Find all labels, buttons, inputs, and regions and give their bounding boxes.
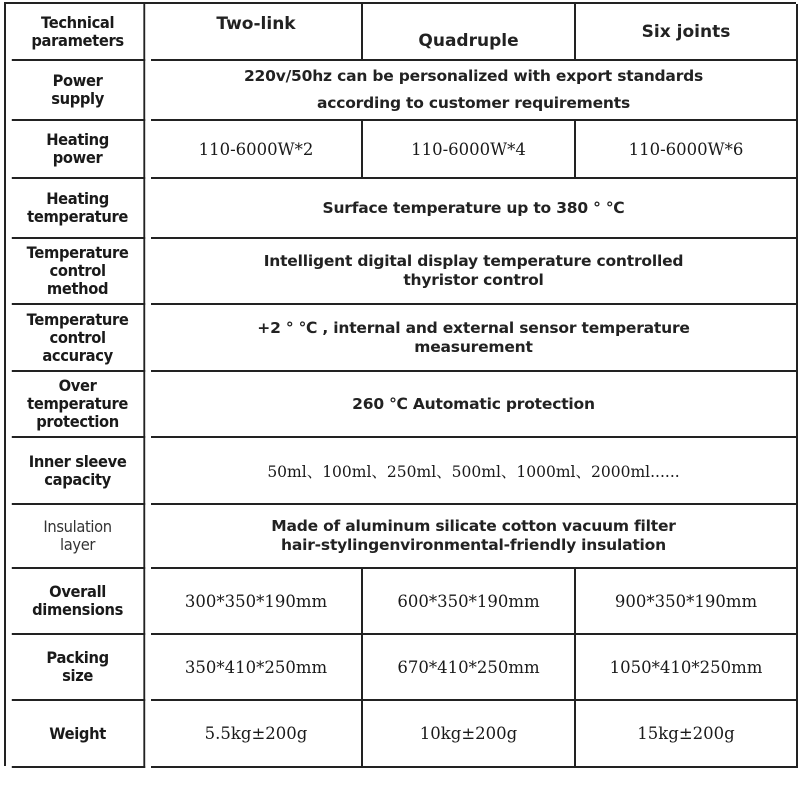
header-two-link-text: Two-link xyxy=(216,14,296,34)
packing-size-six-joints xyxy=(576,635,798,701)
weight-six-joints xyxy=(576,701,798,768)
header-two-link xyxy=(151,4,363,61)
cell-value: 110-6000W*6 xyxy=(628,139,744,159)
cell-value: 110-6000W*2 xyxy=(198,139,314,159)
label-line: temperature xyxy=(27,394,128,413)
row-label-inner-sleeve-capacity xyxy=(12,438,145,505)
label-line: control xyxy=(49,261,106,280)
header-quadruple-text: Quadruple xyxy=(418,31,519,51)
header-six-joints-text: Six joints xyxy=(641,21,731,42)
label-line: Temperature xyxy=(26,243,129,262)
value-line: 260 ℃ Automatic protection xyxy=(352,394,595,413)
power-supply-value xyxy=(151,61,798,121)
header-technical-parameters xyxy=(12,4,145,61)
cell-value: 10kg±200g xyxy=(419,724,518,743)
row-label-power-supply xyxy=(12,61,145,121)
label-line: Inner sleeve xyxy=(28,451,127,471)
label-line: method xyxy=(46,279,109,298)
cell-value: 300*350*190mm xyxy=(184,591,328,611)
packing-size-two-link xyxy=(151,635,363,701)
value-line: measurement xyxy=(414,337,533,356)
header-label-line: parameters xyxy=(31,30,124,50)
label-line: supply xyxy=(51,89,104,108)
weight-quadruple xyxy=(363,701,576,768)
heating-power-six-joints xyxy=(576,121,798,179)
value-line: 220v/50hz can be personalized with export standards xyxy=(243,67,704,85)
packing-size-quadruple xyxy=(363,635,576,701)
heating-power-two-link xyxy=(151,121,363,179)
specifications-table xyxy=(4,2,796,766)
row-label-heating-power xyxy=(12,121,145,179)
heating-temperature-value xyxy=(151,179,798,239)
cell-value: 900*350*190mm xyxy=(614,591,758,611)
value-line: Made of aluminum silicate cotton vacuum filter xyxy=(271,517,676,535)
header-six-joints xyxy=(576,4,798,61)
cell-value: 110-6000W*4 xyxy=(411,139,526,159)
value-line: 50ml、100ml、250ml、500ml、1000ml、2000ml...... xyxy=(267,462,680,481)
row-label-temperature-control-accuracy xyxy=(12,305,145,372)
label-line: control xyxy=(49,327,106,347)
inner-sleeve-capacity-value xyxy=(151,438,798,505)
value-line: Intelligent digital display temperature controlled xyxy=(263,252,684,270)
label-line: dimensions xyxy=(32,600,124,619)
header-label-line: Technical xyxy=(40,12,115,32)
value-line: hair-stylingenvironmental-friendly insulation xyxy=(281,536,666,554)
header-quadruple xyxy=(363,4,576,61)
insulation-layer-value xyxy=(151,505,798,569)
row-label-temperature-control-method xyxy=(12,239,145,305)
value-line: according to customer requirements xyxy=(316,94,631,112)
value-line: thyristor control xyxy=(403,271,544,289)
label-line: Insulation xyxy=(43,517,112,536)
label-line: Overall xyxy=(49,582,106,601)
cell-value: 15kg±200g xyxy=(637,724,735,743)
row-label-overall-dimensions xyxy=(12,569,145,635)
cell-value: 350*410*250mm xyxy=(184,657,328,677)
label-line: Packing xyxy=(46,648,109,667)
label-line: protection xyxy=(36,412,119,431)
label-line: Over xyxy=(58,376,97,395)
temperature-control-method-value xyxy=(151,239,798,305)
cell-value: 1050*410*250mm xyxy=(609,657,763,677)
weight-two-link xyxy=(151,701,363,768)
label-line: Heating xyxy=(46,189,109,208)
value-line: Surface temperature up to 380 ° ℃ xyxy=(322,198,625,217)
row-label-over-temperature-protection xyxy=(12,372,145,438)
label-line: Weight xyxy=(49,723,106,743)
row-label-insulation-layer xyxy=(12,505,145,569)
label-line: accuracy xyxy=(42,345,113,365)
overall-dimensions-six-joints xyxy=(576,569,798,635)
label-line: layer xyxy=(60,535,96,554)
label-line: Temperature xyxy=(26,309,129,329)
label-line: Power xyxy=(52,71,103,90)
value-line: +2 ° ℃ , internal and external sensor temperature xyxy=(257,318,690,337)
label-line: size xyxy=(62,666,94,685)
heating-power-quadruple xyxy=(363,121,576,179)
temperature-control-accuracy-value xyxy=(151,305,798,372)
cell-value: 5.5kg±200g xyxy=(204,724,308,743)
row-label-heating-temperature xyxy=(12,179,145,239)
label-line: power xyxy=(52,148,103,167)
cell-value: 670*410*250mm xyxy=(397,657,540,677)
overall-dimensions-quadruple xyxy=(363,569,576,635)
label-line: temperature xyxy=(27,207,128,226)
label-line: Heating xyxy=(46,130,109,149)
overall-dimensions-two-link xyxy=(151,569,363,635)
cell-value: 600*350*190mm xyxy=(397,591,540,611)
row-label-packing-size xyxy=(12,635,145,701)
row-label-weight xyxy=(12,701,145,768)
label-line: capacity xyxy=(44,469,111,489)
over-temperature-protection-value xyxy=(151,372,798,438)
